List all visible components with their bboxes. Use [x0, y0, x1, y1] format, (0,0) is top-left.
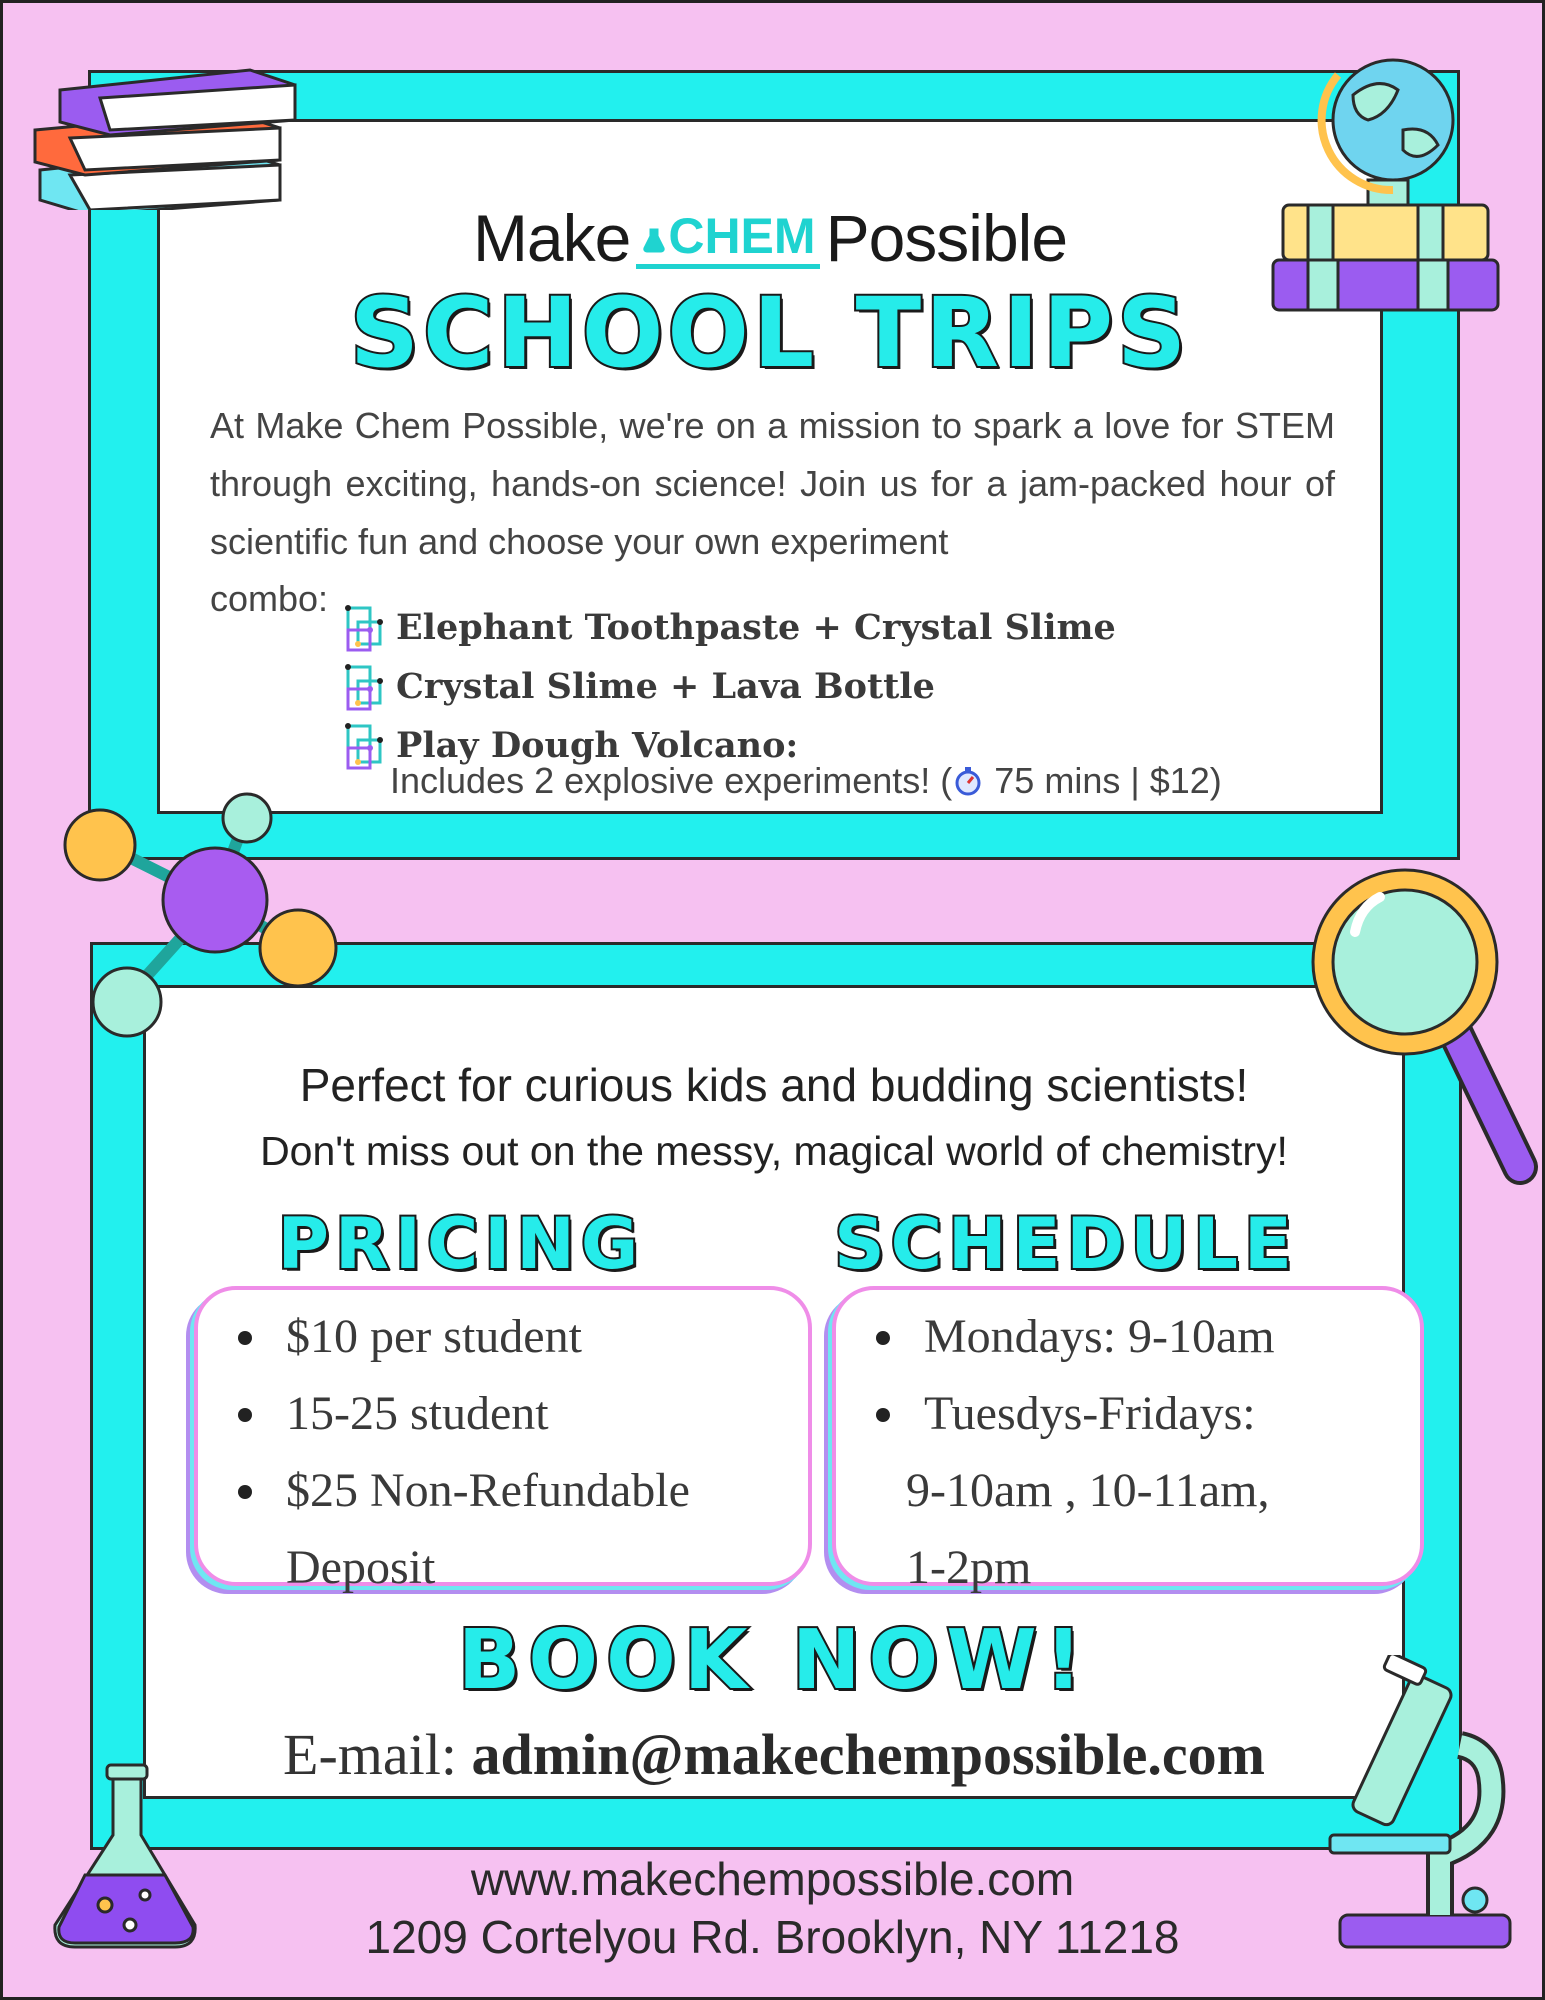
- molecule-icon: [55, 790, 355, 1040]
- combo-label-3: Play Dough Volcano:: [396, 725, 799, 766]
- pricing-title: PRICING: [277, 1203, 645, 1285]
- email-label: E-mail:: [283, 1722, 472, 1787]
- combo-label-1: Elephant Toothpaste + Crystal Slime: [396, 607, 1116, 648]
- website-link[interactable]: www.makechempossible.com: [470, 1853, 1075, 1905]
- email-line: [146, 1721, 1402, 1788]
- tagline-2: Don't miss out on the messy, magical world of chemistry!: [260, 1128, 1288, 1174]
- details-card: [143, 985, 1405, 1799]
- address-text: 1209 Cortelyou Rd. Brooklyn, NY 11218: [365, 1911, 1180, 1963]
- combo-label: combo:: [210, 578, 329, 619]
- molecule-cube-icon: [340, 661, 392, 713]
- list-item: $25 Non-Refundable Deposit: [238, 1452, 690, 1606]
- email-link[interactable]: admin@makechempossible.com: [471, 1722, 1265, 1787]
- intro-text: At Make Chem Possible, we're on a mission to spark a love for STEM through exciting, hands-on science! Join us for a jam-packed hour of scientific fun and choose your own experiment: [210, 405, 1335, 562]
- combo-label-2: Crystal Slime + Lava Bottle: [396, 666, 935, 707]
- list-item: [340, 598, 1116, 657]
- flask-icon: [45, 1755, 205, 1955]
- schedule-box: [832, 1286, 1424, 1594]
- pricing-box: [194, 1286, 812, 1594]
- magnifying-glass-icon: [1305, 862, 1545, 1192]
- bottom-panel: [90, 942, 1462, 1850]
- logo-chem: CHEM: [636, 208, 819, 269]
- flask-icon: [640, 226, 668, 254]
- list-item: Tuesdys-Fridays: 9-10am , 10-11am, 1-2pm: [876, 1375, 1275, 1606]
- logo-possible: Possible: [825, 201, 1068, 275]
- book-now-title: BOOK NOW!: [457, 1613, 1091, 1708]
- page-title: SCHOOL TRIPS: [349, 277, 1191, 389]
- microscope-icon: [1310, 1655, 1540, 1955]
- pricing-list: [238, 1298, 690, 1606]
- list-item: $10 per student: [238, 1298, 690, 1375]
- intro-card: [157, 119, 1383, 814]
- tagline-1: Perfect for curious kids and budding scientists!: [299, 1059, 1249, 1111]
- list-item: Mondays: 9-10am: [876, 1298, 1275, 1375]
- books-stack-icon: [30, 50, 300, 210]
- schedule-list: [876, 1298, 1275, 1606]
- combo-list: [340, 598, 1116, 775]
- list-item: [340, 657, 1116, 716]
- stopwatch-icon: [952, 765, 984, 797]
- includes-text: Includes 2 explosive experiments! ( 75 mins | $12): [390, 760, 1222, 801]
- brand-logo: [160, 200, 1380, 276]
- globe-icon: [1268, 35, 1508, 315]
- molecule-cube-icon: [340, 720, 392, 772]
- molecule-cube-icon: [340, 602, 392, 654]
- logo-make: Make: [472, 201, 631, 275]
- schedule-title: SCHEDULE: [834, 1203, 1298, 1285]
- list-item: 15-25 student: [238, 1375, 690, 1452]
